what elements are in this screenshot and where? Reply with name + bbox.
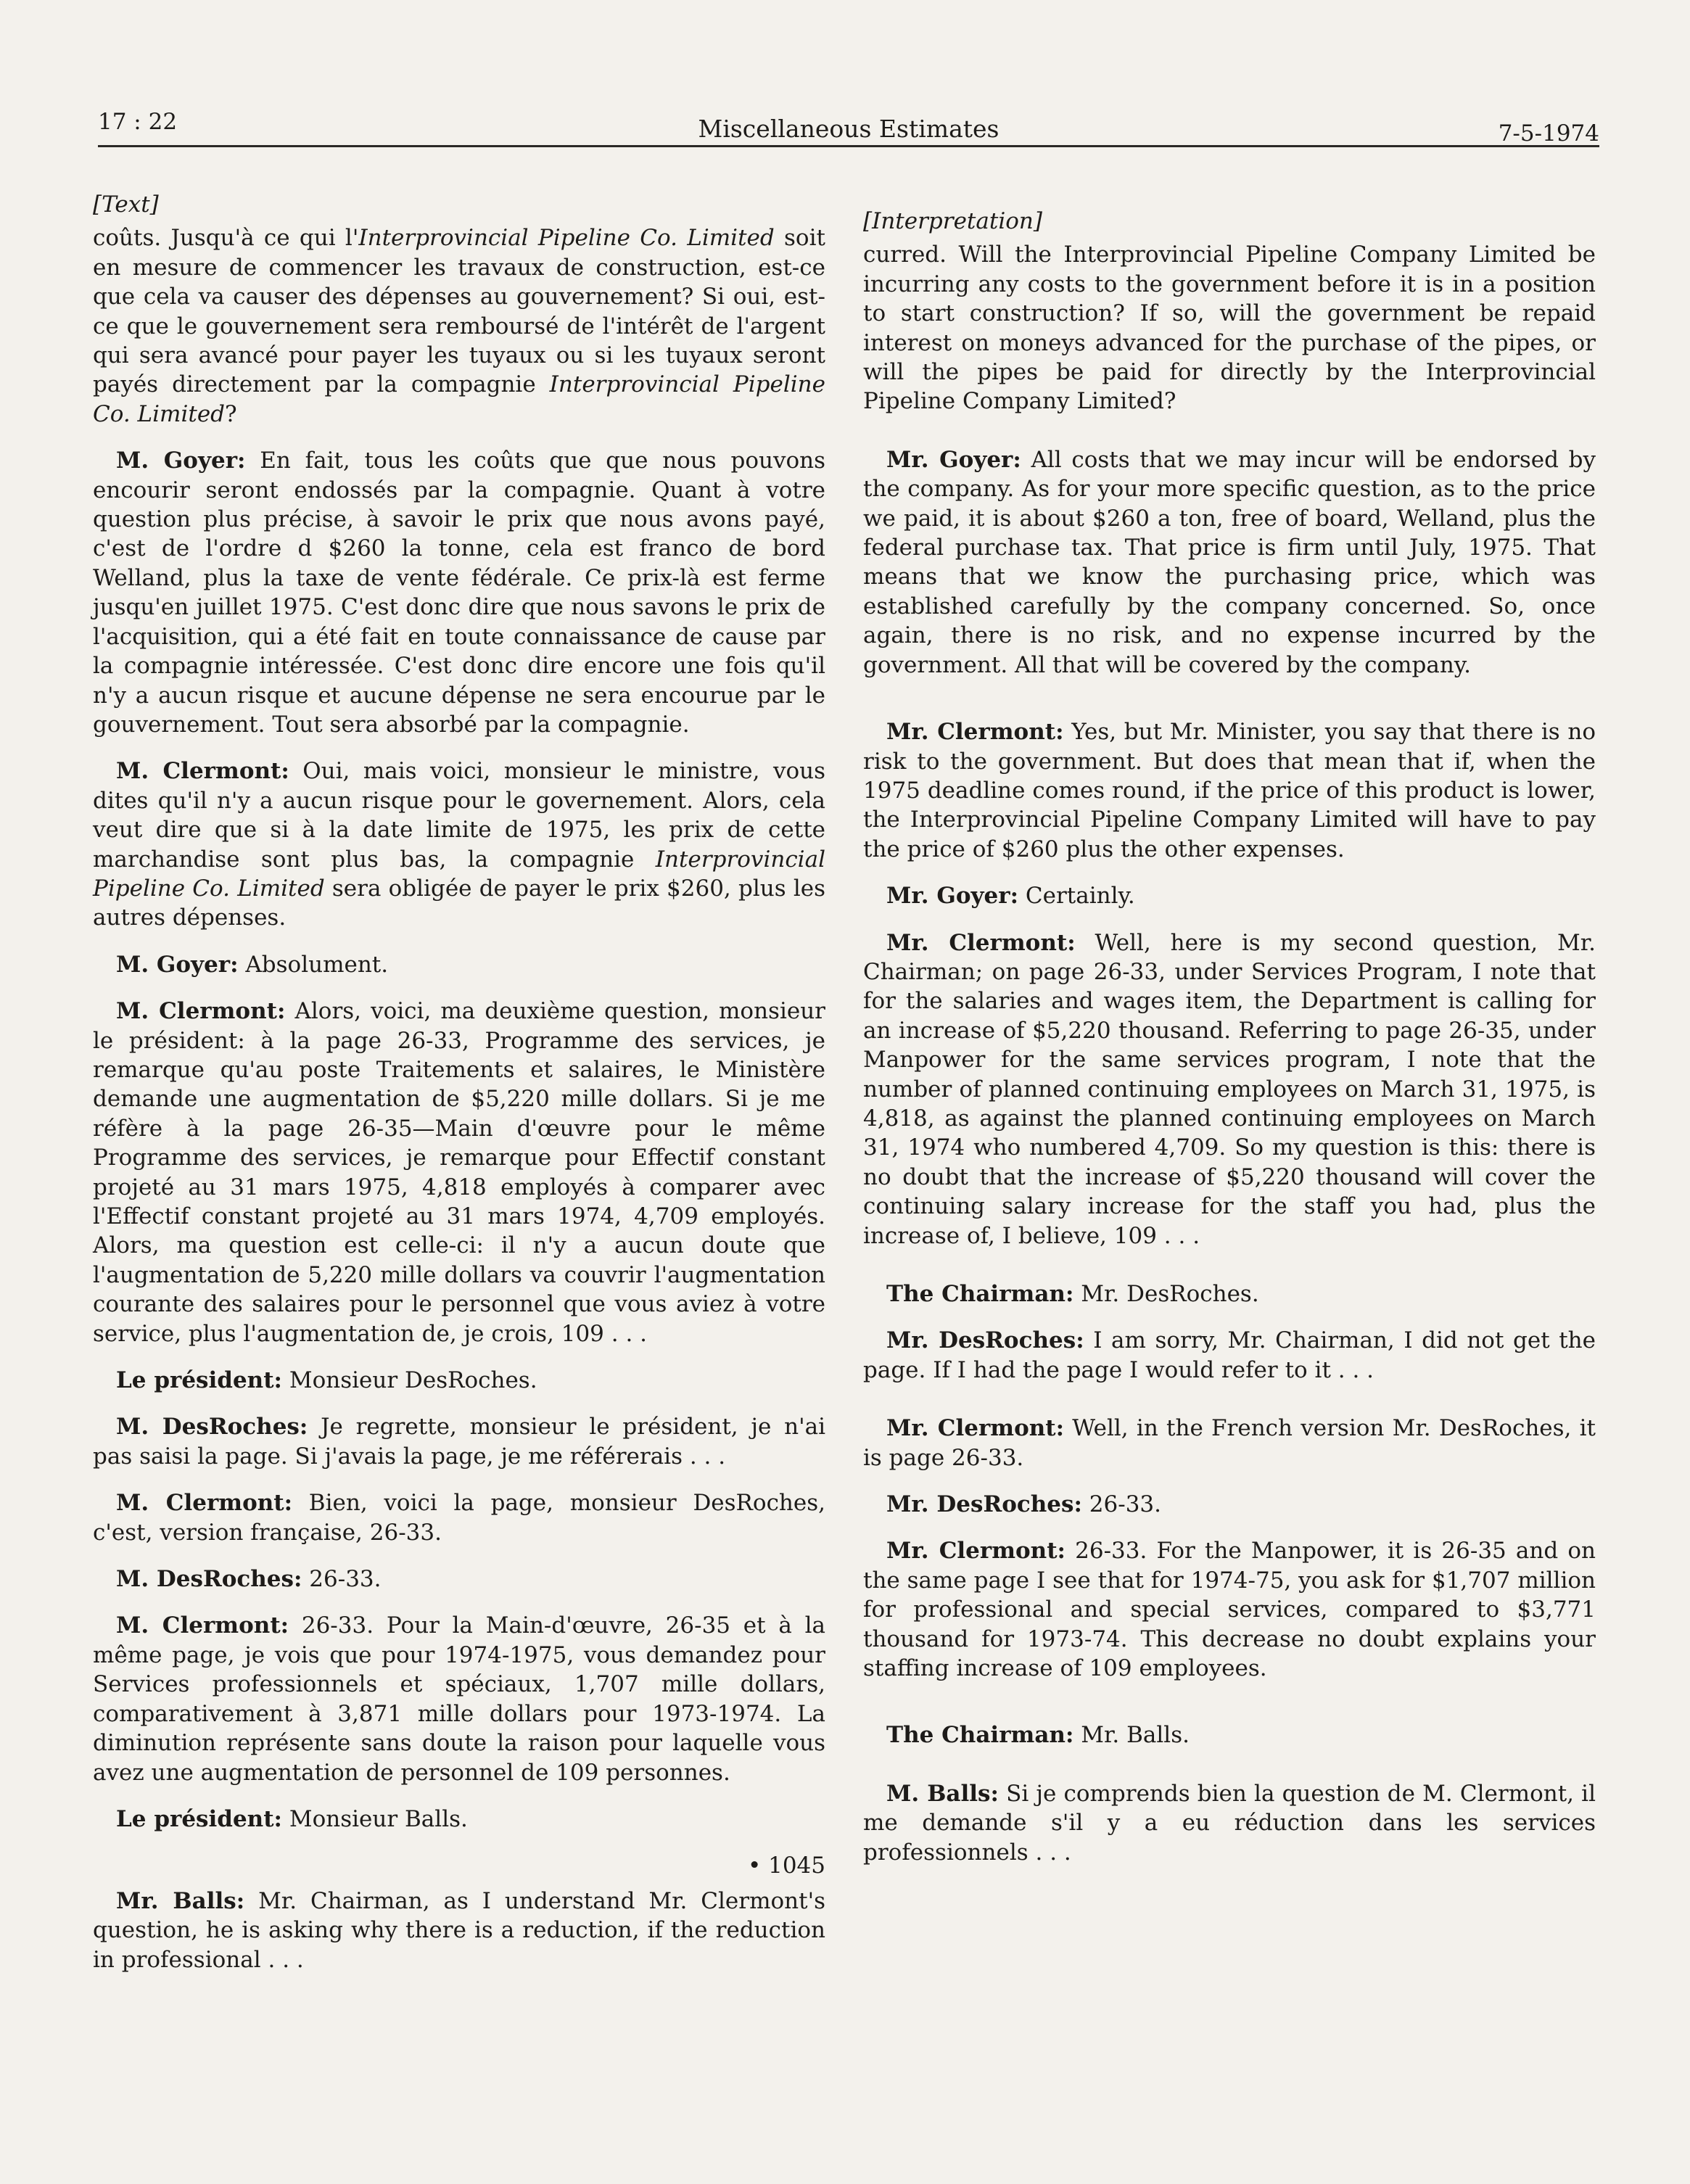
speaker-name: Mr. DesRoches: [886, 1327, 1084, 1354]
paragraph [863, 1721, 1596, 1750]
paragraph [93, 223, 825, 429]
company-name: Interprovincial Pipeline Co. Limited [93, 846, 825, 902]
speech-text: I am sorry, Mr. Chairman, I did not get the page. If I had the page I would refer to it . . . [863, 1327, 1596, 1383]
speech-text: Oui, mais voici, monsieur le ministre, vous dites qu'il n'y a aucun risque pour le governement. Alors, cela veut dire que si à la date limite de 1975, les prix de cette marchandise sont plus bas, la compagnie [93, 758, 825, 873]
speech-text: Certainly. [1018, 883, 1135, 910]
page-number: 17 : 22 [98, 109, 178, 135]
paragraph [863, 445, 1596, 680]
paragraph [93, 997, 825, 1348]
paragraph [863, 1326, 1596, 1385]
speech-text: Mr. DesRoches. [1073, 1281, 1259, 1307]
paragraph [93, 1565, 825, 1594]
text-run: ? [225, 400, 237, 427]
column-label: [Text] [93, 191, 159, 218]
speaker-name: Le président: [116, 1367, 282, 1394]
speech-text: sera obligée de payer le prix $260, plus les autres dépenses. [93, 875, 825, 931]
speech-text: Mr. Chairman, as I understand Mr. Clermont's question, he is asking why there is a reduction, if the reduction in professional . . . [93, 1887, 825, 1973]
paragraph [863, 1414, 1596, 1472]
paragraph [93, 1887, 825, 1974]
paragraph [93, 446, 825, 739]
speech-text: 26-33. [302, 1566, 382, 1593]
time-marker: • 1045 [747, 1853, 825, 1879]
speaker-name: Mr. Clermont: [886, 1538, 1065, 1565]
page-header [98, 102, 1599, 147]
text-run: soit en mesure de commencer les travaux de construction, est-ce que cela va causer des dépenses au gouvernement? Si oui, est-ce que le gouvernement sera remboursé de l'intérêt de l'argent qui sera avancé pour payer les tuyaux ou si les tuyaux seront payés directement par la compagnie [93, 225, 825, 398]
speech-text: Mr. Balls. [1073, 1722, 1190, 1749]
speaker-name: M. Clermont: [116, 1490, 293, 1517]
paragraph [863, 928, 1596, 1250]
speaker-name: Mr. Clermont: [886, 1415, 1065, 1442]
speaker-name: M. Balls: [886, 1780, 999, 1807]
paragraph [863, 717, 1596, 864]
paragraph [863, 1779, 1596, 1867]
speaker-name: Mr. Balls: [116, 1887, 245, 1914]
speaker-name: M. Goyer: [116, 951, 239, 978]
speech-text: All costs that we may incur will be endorsed by the company. As for your more specific question, as to the price we paid, it is about $260 a ton, free of board, Welland, plus the federal purchase tax. That price is firm until July, 1975. That means that we know the purchasing price, which was established carefully by the company concerned. So, once again, there is no risk, and no expense incurred by the government. All that will be covered by the company. [863, 446, 1596, 678]
paragraph: curred. Will the Interprovincial Pipeline Company Limited be incurring any costs to the government before it is in a position to start construction? If so, will the government be repaid interest on moneys advanced for the purchase of the pipes, or will the pipes be paid for directly by the Interprovincial Pipeline Company Limited? [863, 242, 1596, 415]
speaker-name: Mr. Clermont: [886, 929, 1076, 956]
speech-text: Absolument. [238, 951, 389, 978]
paragraph [863, 881, 1596, 910]
speaker-name: M. Clermont: [116, 758, 289, 785]
speaker-name: Le président: [116, 1805, 282, 1832]
paragraph [863, 1536, 1596, 1683]
left-column [93, 190, 825, 1992]
page-date: 7-5-1974 [1498, 120, 1599, 147]
speech-text: Si je comprends bien la question de M. Clermont, il me demande s'il y a eu réduction dans les services professionnels . . . [863, 1780, 1596, 1866]
text-run: coûts. Jusqu'à ce qui l' [93, 225, 359, 252]
column-label: [Interpretation] [863, 208, 1042, 234]
speech-text: 26-33. Pour la Main-d'œuvre, 26-35 et à la même page, je vois que pour 1974-1975, vous demandez pour Services professionnels et spéciaux, 1,707 mille dollars, comparativement à 3,871 mille dollars pour 1973-1974. La diminution représente sans doute la raison pour laquelle vous avez une augmentation de personnel de 109 personnes. [93, 1612, 825, 1786]
paragraph [863, 1490, 1596, 1519]
speech-text: Well, in the French version Mr. DesRoches, it is page 26-33. [863, 1415, 1596, 1471]
speech-text: Alors, voici, ma deuxième question, monsieur le président: à la page 26-33, Programme des services, je remarque qu'au poste Traitements et salaires, le Ministère demande une augmentation de $5,220 mille dollars. Si je me réfère à la page 26-35—Main d'œuvre pour le même Programme des services, je remarque pour Effectif constant projeté au 31 mars 1975, 4,818 employés à comparer avec l'Effectif constant projeté au 31 mars 1974, 4,709 employés. Alors, ma question est celle-ci: il n'y a aucun doute que l'augmentation de 5,220 mille dollars va couvrir l'augmentation courante des salaires pour le personnel que vous aviez à votre service, plus l'augmentation de, je crois, 109 . . . [93, 998, 825, 1347]
speech-text: Monsieur DesRoches. [281, 1367, 537, 1394]
speech-text: Bien, voici la page, monsieur DesRoches, c'est, version française, 26-33. [93, 1490, 825, 1546]
speaker-name: Mr. Goyer: [886, 446, 1021, 473]
company-name: Interprovincial Pipeline Co. Limited [358, 225, 775, 252]
speech-text: 26-33. For the Manpower, it is 26-35 and on the same page I see that for 1974-75, you ask for $1,707 million for professional and special services, compared to $3,771 thousand for 1973-74. This decrease no doubt explains your staffing increase of 109 employees. [863, 1538, 1596, 1682]
right-column [863, 207, 1596, 1884]
speech-text: 26-33. [1081, 1491, 1161, 1518]
running-title: Miscellaneous Estimates [698, 115, 999, 143]
speaker-name: Mr. Goyer: [886, 883, 1019, 910]
speaker-name: M. Clermont: [116, 998, 286, 1025]
speech-text: En fait, tous les coûts que que nous pouvons encourir seront endossés par la compagnie. Quant à votre question plus précise, à savoir le prix que nous avons payé, c'est de l'ordre d $260 la tonne, cela est franco de bord Welland, plus la taxe de vente fédérale. Ce prix-là est ferme jusqu'en juillet 1975. C'est donc dire que nous savons le prix de l'acquisition, qui a été fait en toute connaissance de cause par la compagnie intéressée. C'est donc dire encore une fois qu'il n'y a aucun risque et aucune dépense ne sera encourue par le gouvernement. Tout sera absorbé par la compagnie. [93, 448, 826, 738]
paragraph [93, 1805, 825, 1834]
speech-text: Monsieur Balls. [281, 1805, 468, 1832]
speech-text: Je regrette, monsieur le président, je n'ai pas saisi la page. Si j'avais la page, je me référerais . . . [93, 1414, 825, 1470]
speaker-name: M. DesRoches: [116, 1566, 302, 1593]
paragraph [93, 950, 825, 979]
speaker-name: M. DesRoches: [116, 1414, 308, 1441]
paragraph [863, 1280, 1596, 1309]
paragraph [93, 1488, 825, 1547]
company-name: Interprovincial Pipeline Co. Limited [93, 371, 825, 427]
paragraph [93, 1611, 825, 1787]
speaker-name: The Chairman: [886, 1281, 1074, 1307]
speaker-name: Mr. Clermont: [886, 719, 1064, 746]
speaker-name: M. Clermont: [116, 1612, 289, 1639]
paragraph [93, 1366, 825, 1395]
speaker-name: Mr. DesRoches: [886, 1491, 1082, 1518]
speaker-name: The Chairman: [886, 1722, 1074, 1749]
speech-text: Yes, but Mr. Minister, you say that there is no risk to the government. But does that mean that if, when the 1975 deadline comes round, if the price of this product is lower, the Interprovincial Pipeline Company Limited will have to pay the price of $260 plus the other expenses. [863, 719, 1596, 862]
paragraph [93, 757, 825, 932]
speech-text: Well, here is my second question, Mr. Chairman; on page 26-33, under Services Program, I note that for the salaries and wages item, the Department is calling for an increase of $5,220 thousand. Referring to page 26-35, under Manpower for the same services program, I note that the number of planned continuing employees on March 31, 1975, is 4,818, as against the planned continuing employees on March 31, 1974 who numbered 4,709. So my question is this: there is no doubt that the increase of $5,220 thousand will cover the continuing salary increase for the staff you had, plus the increase of, I believe, 109 . . . [863, 929, 1596, 1249]
paragraph [93, 1412, 825, 1471]
speaker-name: M. Goyer: [116, 448, 246, 474]
